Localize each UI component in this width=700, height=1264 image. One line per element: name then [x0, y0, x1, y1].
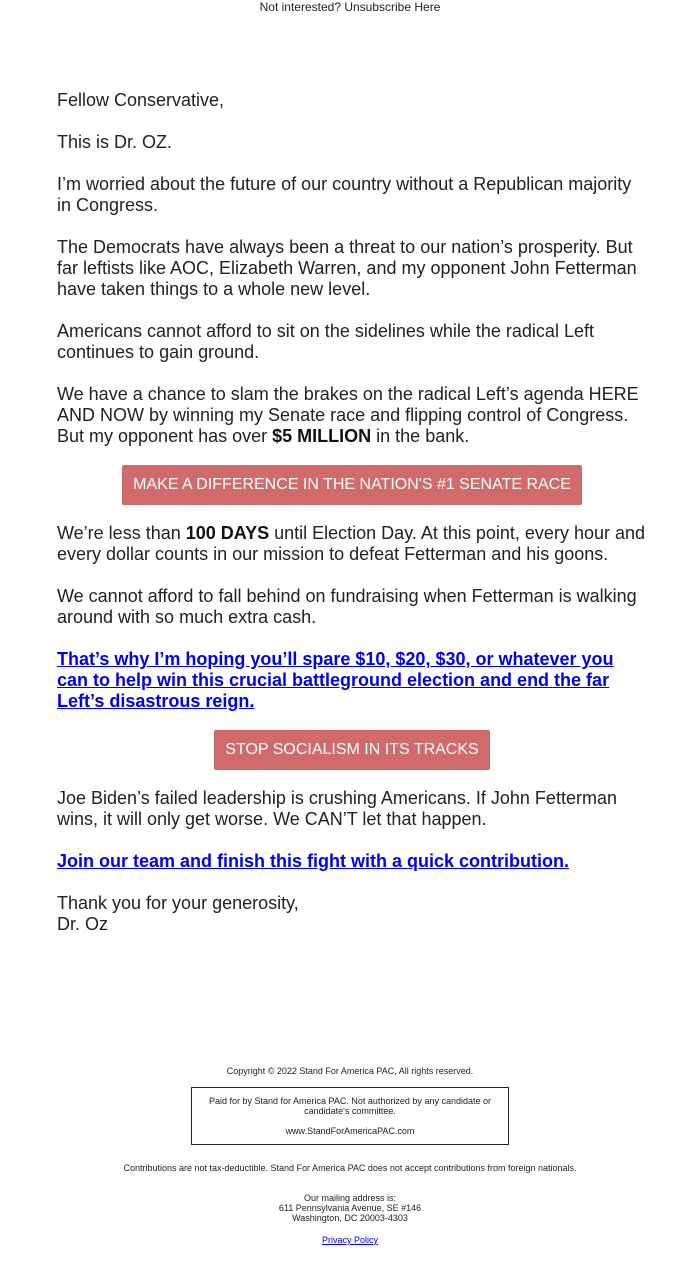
paragraph-4-end: in the bank.: [371, 426, 470, 446]
paragraph-5: [57, 523, 647, 565]
intro-text: This is Dr. OZ.: [57, 132, 173, 152]
website-text: www.StandForAmericaPAC.com: [285, 1126, 415, 1136]
signature: Dr. Oz: [57, 914, 109, 934]
mailing-label: Our mailing address is:: [303, 1193, 397, 1203]
paragraph-7: Joe Biden’s failed leadership is crushing Americans. If John Fetterman wins, it will only get worse. We CAN’T let that happen.: [57, 788, 617, 829]
privacy-wrap: [0, 1235, 700, 1246]
paragraph-4-text: We have a chance to slam the brakes on the radical Left’s agenda HERE AND NOW by winning my Senate race and flipping control of Congress. But my opponent has over: [57, 384, 639, 446]
paragraph-2: The Democrats have always been a threat to our nation’s prosperity. But far leftists like AOC, Elizabeth Warren, and my opponent John Fetterman have taken things to a whole new level.: [57, 237, 637, 299]
paragraph-4: [57, 384, 647, 447]
paragraph-6: We cannot afford to fall behind on fundraising when Fetterman is walking around with so much extra cash.: [57, 586, 637, 627]
days-count: 100 DAYS: [185, 523, 270, 543]
greeting: Fellow Conservative,: [57, 90, 225, 110]
paragraph-5-end: until Election Day. At this point, every hour and every dollar counts in our mission to defeat Fetterman and his goons.: [57, 523, 645, 564]
signoff-block: [57, 893, 647, 935]
paid-for-text: Paid for by Stand for America PAC. Not authorized by any candidate or candidate's committee.: [209, 1096, 491, 1116]
address-line-1: 611 Pennsylvania Avenue, SE #146: [278, 1203, 422, 1213]
copyright: Copyright © 2022 Stand For America PAC, All rights reserved.: [226, 1066, 474, 1076]
paragraph-1: I’m worried about the future of our country without a Republican majority in Congress.: [57, 174, 632, 215]
paid-for-box: [191, 1087, 509, 1145]
senate-race-button[interactable]: MAKE A DIFFERENCE IN THE NATION'S #1 SENATE RACE: [122, 465, 582, 505]
donate-link-paragraph: [57, 649, 647, 712]
signoff: Thank you for your generosity,: [57, 893, 299, 913]
unsubscribe-link[interactable]: Not interested? Unsubscribe Here: [259, 0, 441, 14]
contribution-link-paragraph: [57, 851, 647, 872]
footer: [0, 1066, 700, 1246]
privacy-policy-link[interactable]: Privacy Policy: [321, 1235, 378, 1245]
button-2-wrap: [57, 730, 647, 770]
address-line-2: Washington, DC 20003-4303: [292, 1213, 408, 1223]
paragraph-3: Americans cannot afford to sit on the sidelines while the radical Left continues to gain ground.: [57, 321, 594, 362]
button-1-wrap: [57, 465, 647, 505]
donate-link[interactable]: That’s why I’m hoping you’ll spare $10, $20, $30, or whatever you can to help win this crucial battleground election and end the far Left’s disastrous reign.: [57, 649, 614, 711]
disclaimer: Contributions are not tax-deductible. Stand For America PAC does not accept contributions from foreign nationals.: [123, 1163, 577, 1173]
mailing-address: [0, 1193, 700, 1223]
paragraph-5-text: We’re less than: [57, 523, 186, 543]
contribution-link[interactable]: Join our team and finish this fight with a quick contribution.: [57, 851, 569, 871]
money-amount: $5 MILLION: [272, 426, 372, 446]
email-body: [57, 90, 647, 956]
stop-socialism-button[interactable]: STOP SOCIALISM IN ITS TRACKS: [214, 730, 489, 770]
